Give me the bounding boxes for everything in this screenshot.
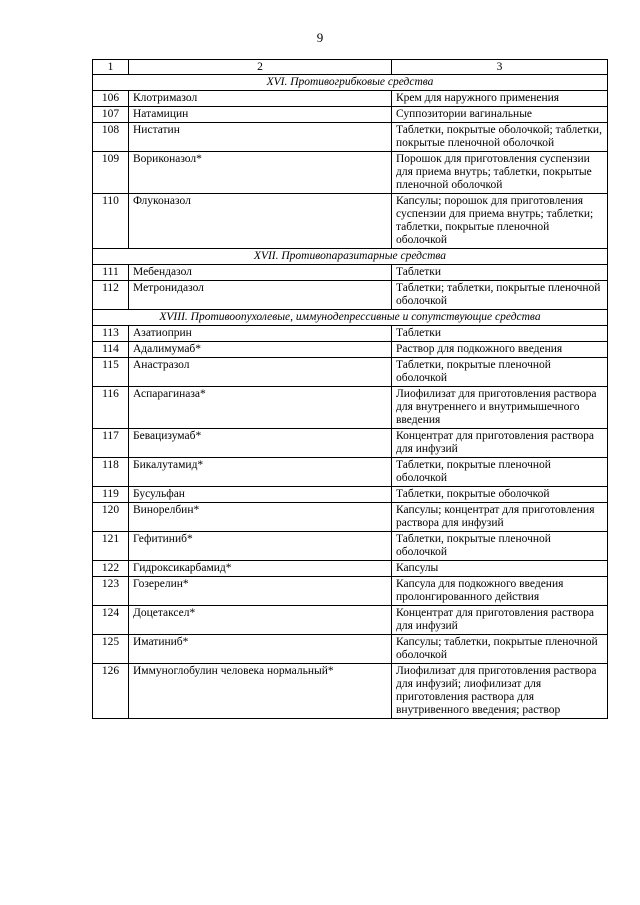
table-row [93,561,608,577]
drug-name: Гефитиниб* [129,532,392,561]
drug-name: Гидроксикарбамид* [129,561,392,577]
dosage-form: Таблетки, покрытые пленочной оболочкой [392,458,608,487]
table-row [93,91,608,107]
table-row [93,387,608,429]
section-heading: XVI. Противогрибковые средства [93,75,608,91]
drug-name: Мебендазол [129,265,392,281]
drug-name: Адалимумаб* [129,342,392,358]
row-number: 108 [93,123,129,152]
row-number: 125 [93,635,129,664]
drug-name: Клотримазол [129,91,392,107]
table-row [93,532,608,561]
section-row [93,75,608,91]
drug-name: Натамицин [129,107,392,123]
drug-name: Бусульфан [129,487,392,503]
dosage-form: Таблетки, покрытые пленочной оболочкой [392,358,608,387]
row-number: 122 [93,561,129,577]
column-number-row [93,60,608,75]
row-number: 113 [93,326,129,342]
row-number: 116 [93,387,129,429]
table-row [93,123,608,152]
row-number: 107 [93,107,129,123]
dosage-form: Концентрат для приготовления раствора для инфузий [392,429,608,458]
row-number: 118 [93,458,129,487]
dosage-form: Таблетки [392,265,608,281]
row-number: 112 [93,281,129,310]
dosage-form: Таблетки, покрытые пленочной оболочкой [392,532,608,561]
drug-table [92,59,608,719]
dosage-form: Раствор для подкожного введения [392,342,608,358]
drug-name: Иматиниб* [129,635,392,664]
drug-name: Винорелбин* [129,503,392,532]
table-row [93,326,608,342]
row-number: 123 [93,577,129,606]
row-number: 110 [93,194,129,249]
dosage-form: Капсулы; порошок для приготовления суспензии для приема внутрь; таблетки; таблетки, покрытые пленочной оболочкой [392,194,608,249]
row-number: 121 [93,532,129,561]
drug-name: Бевацизумаб* [129,429,392,458]
row-number: 117 [93,429,129,458]
table-row [93,281,608,310]
dosage-form: Капсулы [392,561,608,577]
drug-name: Анастразол [129,358,392,387]
dosage-form: Лиофилизат для приготовления раствора для инфузий; лиофилизат для приготовления раствора для внутривенного введения; раствор [392,664,608,719]
drug-name: Вориконазол* [129,152,392,194]
section-heading: XVIII. Противоопухолевые, иммунодепрессивные и сопутствующие средства [93,310,608,326]
dosage-form: Крем для наружного применения [392,91,608,107]
row-number: 120 [93,503,129,532]
section-heading: XVII. Противопаразитарные средства [93,249,608,265]
table-row [93,107,608,123]
table-row [93,487,608,503]
page-number: 9 [316,30,324,45]
table-row [93,342,608,358]
table-row [93,265,608,281]
dosage-form: Капсула для подкожного введения пролонгированного действия [392,577,608,606]
dosage-form: Порошок для приготовления суспензии для приема внутрь; таблетки, покрытые пленочной оболочкой [392,152,608,194]
table-row [93,429,608,458]
drug-name: Гозерелин* [129,577,392,606]
drug-name: Азатиоприн [129,326,392,342]
row-number: 115 [93,358,129,387]
row-number: 109 [93,152,129,194]
column-number-2: 2 [129,60,392,75]
drug-name: Метронидазол [129,281,392,310]
row-number: 124 [93,606,129,635]
drug-name: Аспарагиназа* [129,387,392,429]
table-row [93,458,608,487]
column-number-1: 1 [93,60,129,75]
table-row [93,503,608,532]
table-row [93,606,608,635]
drug-name: Доцетаксел* [129,606,392,635]
row-number: 126 [93,664,129,719]
table-row [93,635,608,664]
row-number: 114 [93,342,129,358]
table-row [93,577,608,606]
dosage-form: Суппозитории вагинальные [392,107,608,123]
dosage-form: Таблетки, покрытые оболочкой [392,487,608,503]
column-number-3: 3 [392,60,608,75]
section-row [93,249,608,265]
dosage-form: Таблетки, покрытые оболочкой; таблетки, покрытые пленочной оболочкой [392,123,608,152]
drug-name: Флуконазол [129,194,392,249]
dosage-form: Лиофилизат для приготовления раствора для внутреннего и внутримышечного введения [392,387,608,429]
dosage-form: Капсулы; таблетки, покрытые пленочной оболочкой [392,635,608,664]
table-row [93,358,608,387]
row-number: 119 [93,487,129,503]
drug-name: Нистатин [129,123,392,152]
dosage-form: Капсулы; концентрат для приготовления раствора для инфузий [392,503,608,532]
section-row [93,310,608,326]
drug-name: Иммуноглобулин человека нормальный* [129,664,392,719]
dosage-form: Концентрат для приготовления раствора для инфузий [392,606,608,635]
table-row [93,664,608,719]
dosage-form: Таблетки [392,326,608,342]
row-number: 111 [93,265,129,281]
table-row [93,152,608,194]
dosage-form: Таблетки; таблетки, покрытые пленочной оболочкой [392,281,608,310]
drug-name: Бикалутамид* [129,458,392,487]
table-row [93,194,608,249]
row-number: 106 [93,91,129,107]
